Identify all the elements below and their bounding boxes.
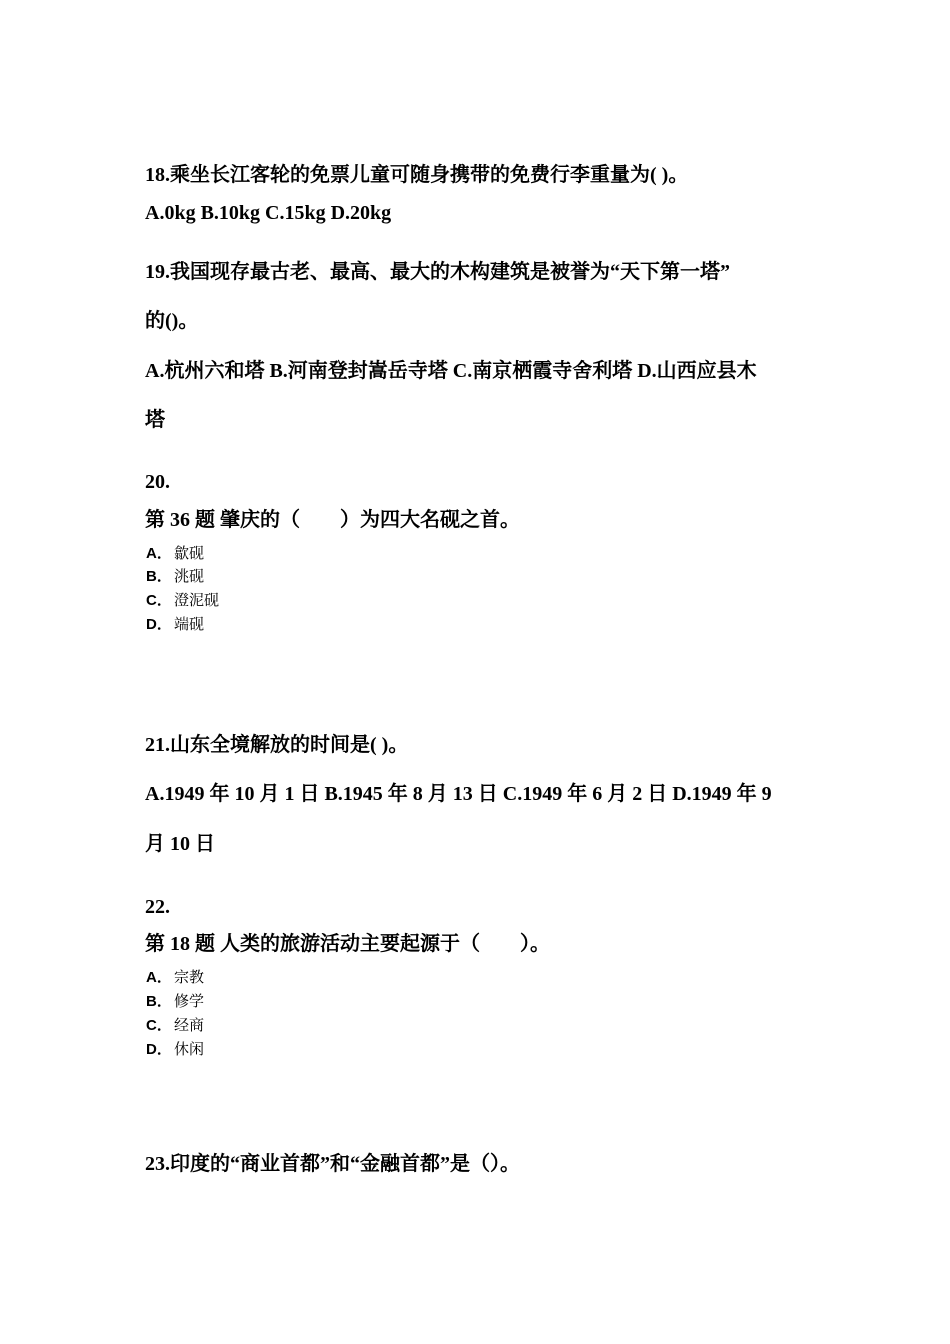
q21-options-line1: A.1949 年 10 月 1 日 B.1945 年 8 月 13 日 C.1949 年 6 月 2 日 D.1949 年 9 [145,783,772,805]
option-key: C． [146,592,172,609]
option-text: 宗教 [174,968,205,986]
q22-option-a [146,967,204,988]
q18-stem: 18.乘坐长江客轮的免票儿童可随身携带的免费行李重量为( )。 [145,164,689,186]
q22-number: 22. [145,896,170,918]
q21-stem: 21.山东全境解放的时间是( )。 [145,734,409,756]
option-text: 澄泥砚 [174,591,220,609]
q19-stem-line1: 19.我国现存最古老、最高、最大的木构建筑是被誉为“天下第一塔” [145,261,730,283]
q19-stem-line2: 的()。 [145,310,199,332]
q20-option-d [146,614,204,635]
option-key: B． [146,993,172,1010]
option-text: 洮砚 [174,567,205,585]
q20-stem: 第 36 题 肇庆的（ ）为四大名砚之首。 [145,509,520,531]
option-key: D． [146,1041,172,1058]
q21-options-line2: 月 10 日 [145,833,215,855]
q20-option-c [146,590,219,611]
option-key: B． [146,568,172,585]
option-text: 端砚 [174,615,205,633]
q22-stem: 第 18 题 人类的旅游活动主要起源于（ ）。 [145,933,550,955]
option-key: A． [146,545,172,562]
q22-option-c [146,1015,204,1036]
q23-stem: 23.印度的“商业首都”和“金融首都”是（）。 [145,1153,520,1175]
option-text: 经商 [174,1016,205,1034]
option-key: A． [146,969,172,986]
q19-options-line1: A.杭州六和塔 B.河南登封嵩岳寺塔 C.南京栖霞寺舍利塔 D.山西应县木 [145,360,757,382]
option-text: 歙砚 [174,544,205,562]
option-key: C． [146,1017,172,1034]
q20-number: 20. [145,471,170,493]
option-key: D． [146,616,172,633]
option-text: 修学 [174,992,205,1010]
q19-options-line2: 塔 [145,409,165,431]
q20-option-a [146,543,204,564]
option-text: 休闲 [174,1040,205,1058]
q22-option-d [146,1039,204,1060]
q22-option-b [146,991,204,1012]
q20-option-b [146,566,204,587]
q18-options: A.0kg B.10kg C.15kg D.20kg [145,202,392,224]
